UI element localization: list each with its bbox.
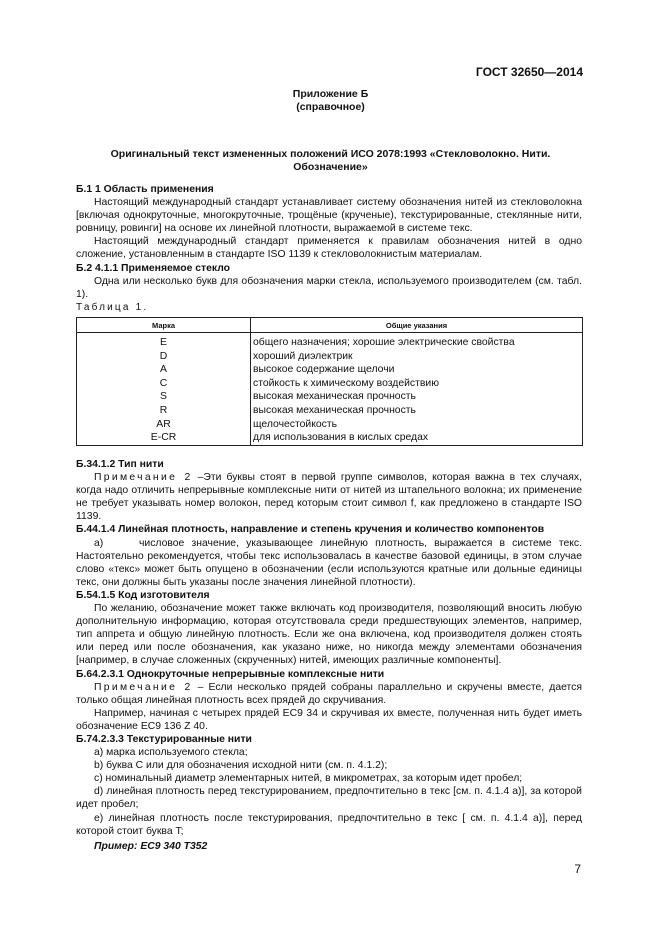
section-heading: Б.34.1.2 Тип нити: [76, 459, 164, 470]
paragraph-text: числовое значение, указывающее линейную плотность, выражается в системе текс. Настоятельно рекомендуется, чтобы текс использовалась в качестве базовой единицы, в этом случае слово «текс» может быть опущено в обозначении (если используются кратные или дольные единицы текс, они должны быть указаны после значения линейной плотности).: [76, 537, 582, 588]
note-text: –Эти буквы стоят в первой группе символов, которая важна в тех случаях, когда надо отличить непрерывные комплексные нити от нитей из штапельного волокна; их применение не требует указывать номер волокон, перед которым стоит символ f, как предложено в стандарте ISO 1139.: [76, 472, 582, 523]
table-header-mark: Марка: [77, 318, 251, 333]
paragraph: Например, начиная с четырех прядей EC9 34 и скручивая их вместе, полученная нить будет иметь обозначение EC9 136 Z 40.: [76, 707, 582, 732]
note-paragraph: [76, 681, 582, 707]
table-row: [77, 431, 583, 445]
table-cell-mark: R: [77, 404, 251, 418]
item-label: а): [94, 537, 104, 549]
table-caption: Таблица 1.: [76, 302, 149, 313]
table-row: [77, 404, 583, 418]
appendix-title: Приложение Б: [292, 88, 369, 100]
table-row: [77, 390, 583, 404]
table-cell-note: для использования в кислых средах: [251, 431, 583, 445]
list-item: а) марка используемого стекла;: [94, 747, 248, 759]
table-cell-note: щелочестойкость: [251, 418, 583, 432]
table-header-notes: Общие указания: [251, 318, 583, 333]
table-cell-mark: S: [77, 390, 251, 404]
table-cell-mark: E: [77, 333, 251, 350]
section-heading: Б.1 1 Область применения: [76, 184, 214, 195]
table-row: [77, 377, 583, 391]
table-cell-note: высокая механическая прочность: [251, 404, 583, 418]
appendix-subtitle: (справочное): [296, 101, 365, 113]
table-row: [77, 333, 583, 350]
list-item: c) номинальный диаметр элементарных нитей, в микрометрах, за которым идет пробел;: [94, 773, 523, 785]
doc-title-line1: Оригинальный текст измененных положений ИСО 2078:1993 «Стекловолокно. Нити.: [110, 148, 551, 160]
table-cell-mark: A: [77, 363, 251, 377]
list-item: b) буква C или для обозначения исходной нити (см. п. 4.1.2);: [94, 760, 388, 772]
example-text: Пример: EC9 340 T352: [94, 840, 208, 852]
page-number: 7: [574, 862, 581, 876]
table-cell-mark: E-CR: [77, 431, 251, 445]
table-cell-note: высокое содержание щелочи: [251, 363, 583, 377]
table-cell-note: стойкость к химическому воздействию: [251, 377, 583, 391]
paragraph: Настоящий международный стандарт применяется к правилам обозначения нитей в одно сложение, установленным в стандарте ISO 1139 к стекловолокнистым материалам.: [76, 236, 582, 261]
table-cell-mark: D: [77, 350, 251, 364]
table-cell-mark: C: [77, 377, 251, 391]
section-heading: Б.54.1.5 Код изготовителя: [76, 589, 210, 601]
glass-grade-table: [76, 317, 583, 446]
section-heading: Б.64.2.3.1 Однокруточные непрерывные комплексные нити: [76, 668, 385, 680]
list-item: d) линейная плотность перед текстурированием, предпочтительно в текс [см. п. 4.1.4 а)], за которой идет пробел;: [76, 786, 582, 811]
section-scope: [76, 183, 582, 301]
note-paragraph: [76, 471, 582, 523]
paragraph: Одна или несколько букв для обозначения марки стекла, используемого производителем (см. табл. 1).: [76, 275, 582, 300]
paragraph: Настоящий международный стандарт устанавливает систему обозначения нитей из стекловолокна [включая однокруточные, многокруточные, трощёные (крученые), текстурированные, стеклянные нити, ровницу, ровинги] на основе их линейной плотности, выражаемой в системе текс.: [76, 197, 582, 235]
table-row: [77, 350, 583, 364]
note-label: Примечание 2: [94, 681, 193, 693]
section-heading: Б.74.2.3.3 Текстурированные нити: [76, 733, 252, 745]
table-row: [77, 418, 583, 432]
table-cell-mark: AR: [77, 418, 251, 432]
table-row: [77, 363, 583, 377]
paragraph: [76, 537, 582, 589]
section-heading: Б.44.1.4 Линейная плотность, направление и степень кручения и количество компонентов: [76, 524, 545, 536]
table-cell-note: высокая механическая прочность: [251, 390, 583, 404]
table-cell-note: общего назначения; хорошие электрические свойства: [251, 333, 583, 350]
list-item: e) линейная плотность после текстурирования, предпочтительно в текс [ см. п. 4.1.4 а)], перед которой стоит буква T;: [76, 812, 582, 837]
paragraph: По желанию, обозначение может также включать код производителя, позволяющий вносить любую дополнительную информацию, которая отсутствовала среди предшествующих элементов, например, тип аппрета и общую линейную плотность. Если же она включена, код производителя должен стоять или перед или после обозначения, как указано ниже, но никогда между элементами обозначения [например, в случае сложенных (скрученных) нитей, имеющих различные компоненты].: [76, 603, 582, 667]
standard-number: ГОСТ 32650—2014: [475, 65, 583, 79]
table-cell-note: хороший диэлектрик: [251, 350, 583, 364]
note-text: – Если несколько прядей собраны параллельно и скручены вместе, дается только общая линейная плотность всех прядей до скручивания.: [76, 681, 583, 706]
section-body: [76, 458, 582, 853]
section-heading: Б.2 4.1.1 Применяемое стекло: [76, 262, 231, 274]
note-label: Примечание 2: [94, 472, 193, 484]
doc-title-line2: Обозначение»: [293, 161, 368, 173]
